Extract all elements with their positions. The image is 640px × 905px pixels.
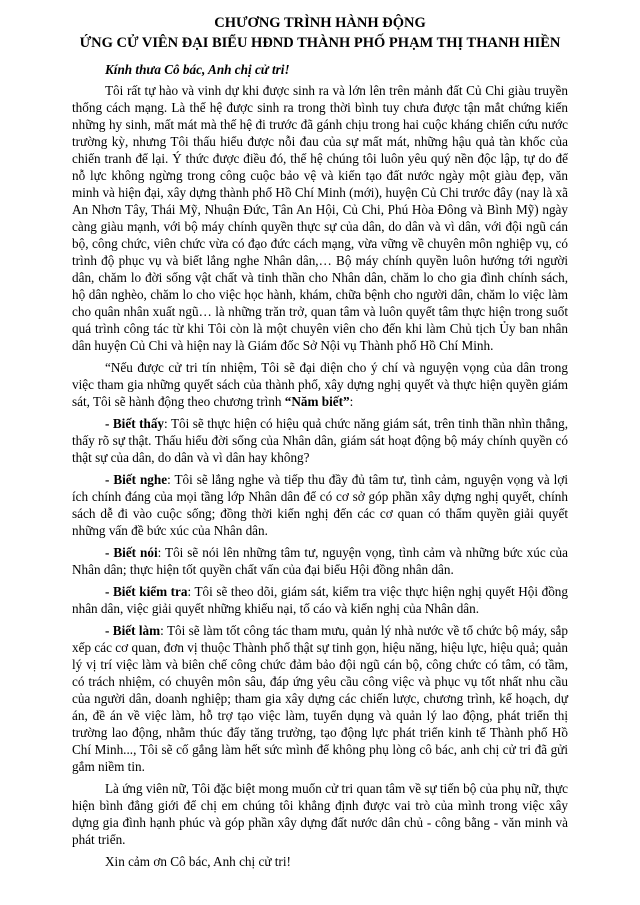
know-item-do [72, 622, 568, 775]
know-item-listen [72, 471, 568, 539]
know-item-see-body: : Tôi sẽ thực hiện có hiệu quả chức năng giám sát, trên tinh thần nhìn thẳng, thấy rõ sự thật. Thấu hiểu đời sống của Nhân dân, giám sát hoạt động bộ máy chính quyền có thật sự của dân, do dân và vì dân hay không? [72, 416, 568, 465]
commitment-highlight-nam-biet: “Năm biết” [284, 394, 350, 409]
women-equality-paragraph: Là ứng viên nữ, Tôi đặc biệt mong muốn cử tri quan tâm về sự tiến bộ của phụ nữ, thực hiện bình đẳng giới để chị em chúng tôi khẳng định được vai trò của mình trong việc xây dựng gia đình hạnh phúc và góp phần xây dựng đất nước dân chủ - công bằng - văn minh và phát triển. [72, 781, 568, 847]
know-item-inspect-body: : Tôi sẽ theo dõi, giám sát, kiểm tra việc thực hiện nghị quyết Hội đồng nhân dân, việc giải quyết những khiếu nại, tố cáo và kiến nghị của Nhân dân. [72, 584, 568, 616]
commitment-text-post: : [349, 394, 354, 409]
closing-thanks-line: Xin cảm ơn Cô bác, Anh chị cử tri! [105, 854, 291, 869]
document-title [72, 13, 568, 53]
intro-paragraph: Tôi rất tự hào và vinh dự khi được sinh ra và lớn lên trên mảnh đất Củ Chi giàu truyền thống cách mạng. Là thế hệ được sinh ra trong thời bình tuy chưa được tận mắt chứng kiến những hy sinh, mất mát mà thế hệ đi trước đã gánh chịu trong hai cuộc kháng chiến cứu nước trường kỳ, nhưng Tôi thấu hiểu được nỗi đau của sự mất mát, những hậu quả tàn khốc của chiến tranh để lại. Ý thức được điều đó, thế hệ chúng tôi luôn yêu quý nền độc lập, tự do để nỗ lực không ngừng trong công cuộc bảo vệ và kiến tạo đất nước ngày một giàu đẹp, văn minh và hiện đại, xây dựng thành phố Hồ Chí Minh (mới), huyện Củ Chi trước đây (nay là xã An Nhơn Tây, Thái Mỹ, Nhuận Đức, Tân An Hội, Củ Chi, Phú Hòa Đông và Bình Mỹ) ngày càng giàu mạnh, với bộ máy chính quyền thực sự của dân, do dân và vì dân, với đội ngũ cán bộ, công chức, viên chức vừa có đạo đức cách mạng, vừa vững về chuyên môn nghiệp vụ, có trình độ phục vụ và biết lắng nghe Nhân dân,… Bộ máy chính quyền luôn hướng tới người dân, chăm lo đời sống vật chất và tinh thần cho Nhân dân, chăm lo cho gia đình chính sách, hộ dân nghèo, chăm lo cho việc học hành, khám, chữa bệnh cho người dân, chăm lo việc làm cho quân nhân xuất ngũ… là những trăn trở, quan tâm và luôn quyết tâm thực hiện trong suốt quá trình công tác từ khi Tôi còn là một chuyên viên cho đến khi làm Chủ tịch Ủy ban nhân dân huyện Củ Chi và hiện nay là Giám đốc Sở Nội vụ Thành phố Hồ Chí Minh. [72, 83, 568, 353]
know-item-do-lead: - Biết làm [105, 623, 161, 638]
commitment-paragraph [72, 359, 568, 410]
commitment-text-pre: “Nếu được cử tri tín nhiệm, Tôi sẽ đại diện cho ý chí và nguyện vọng của dân trong việc tham gia những quyết sách của thành phố, xây dựng nghị quyết và thực hiện quyền giám sát, Tôi sẽ hành động theo chương trình [72, 360, 568, 409]
know-item-see-lead: - Biết thấy [105, 416, 165, 431]
know-item-speak-lead: - Biết nói [105, 545, 158, 560]
title-line-1: CHƯƠNG TRÌNH HÀNH ĐỘNG [214, 15, 426, 31]
know-item-see [72, 415, 568, 466]
know-item-inspect-lead: - Biết kiểm tra [105, 584, 188, 599]
know-item-do-body: : Tôi sẽ làm tốt công tác tham mưu, quản lý nhà nước về tổ chức bộ máy, sắp xếp các cơ quan, đơn vị thuộc Thành phố thật sự tinh gọn, hiệu năng, hiệu lực, hiệu quả; quản lý vị trí việc làm và biên chế công chức đảm bảo đội ngũ cán bộ, công chức có tâm, có tầm, có trách nhiệm, có chuyên môn sâu, đáp ứng yêu cầu công việc và phục vụ tốt nhất nhu cầu của người dân, doanh nghiệp; tham gia xây dựng các chiến lược, chương trình, kế hoạch, dự án, đề án về việc làm, hỗ trợ tạo việc làm, tuyển dụng và quản lý lao động, phát triển thị trường lao động, nhằm thúc đẩy tăng trưởng, tạo động lực phát triển kinh tế Thành phố Hồ Chí Minh..., Tôi sẽ cố gắng làm hết sức mình để không phụ lòng cô bác, anh chị cử tri đã gửi gắm niềm tin. [72, 623, 568, 774]
know-item-speak-body: : Tôi sẽ nói lên những tâm tư, nguyện vọng, tình cảm và những bức xúc của Nhân dân; thực hiện tốt quyền chất vấn của đại biểu Hội đồng nhân dân. [72, 545, 568, 577]
know-item-speak [72, 544, 568, 578]
know-item-listen-body: : Tôi sẽ lắng nghe và tiếp thu đầy đủ tâm tư, tình cảm, nguyện vọng và lợi ích chính đáng của mọi tầng lớp Nhân dân để có cơ sở góp phần xây dựng nghị quyết, chính sách dễ đi vào cuộc sống; đồng thời kiến nghị đến các cơ quan có thẩm quyền giải quyết những vấn đề bức xúc của Nhân dân. [72, 472, 568, 538]
know-item-listen-lead: - Biết nghe [105, 472, 168, 487]
title-line-2: ỨNG CỬ VIÊN ĐẠI BIỂU HĐND THÀNH PHỐ PHẠM THỊ THANH HIỀN [79, 35, 561, 51]
salutation-line: Kính thưa Cô bác, Anh chị cử tri! [105, 62, 290, 77]
know-item-inspect [72, 583, 568, 617]
